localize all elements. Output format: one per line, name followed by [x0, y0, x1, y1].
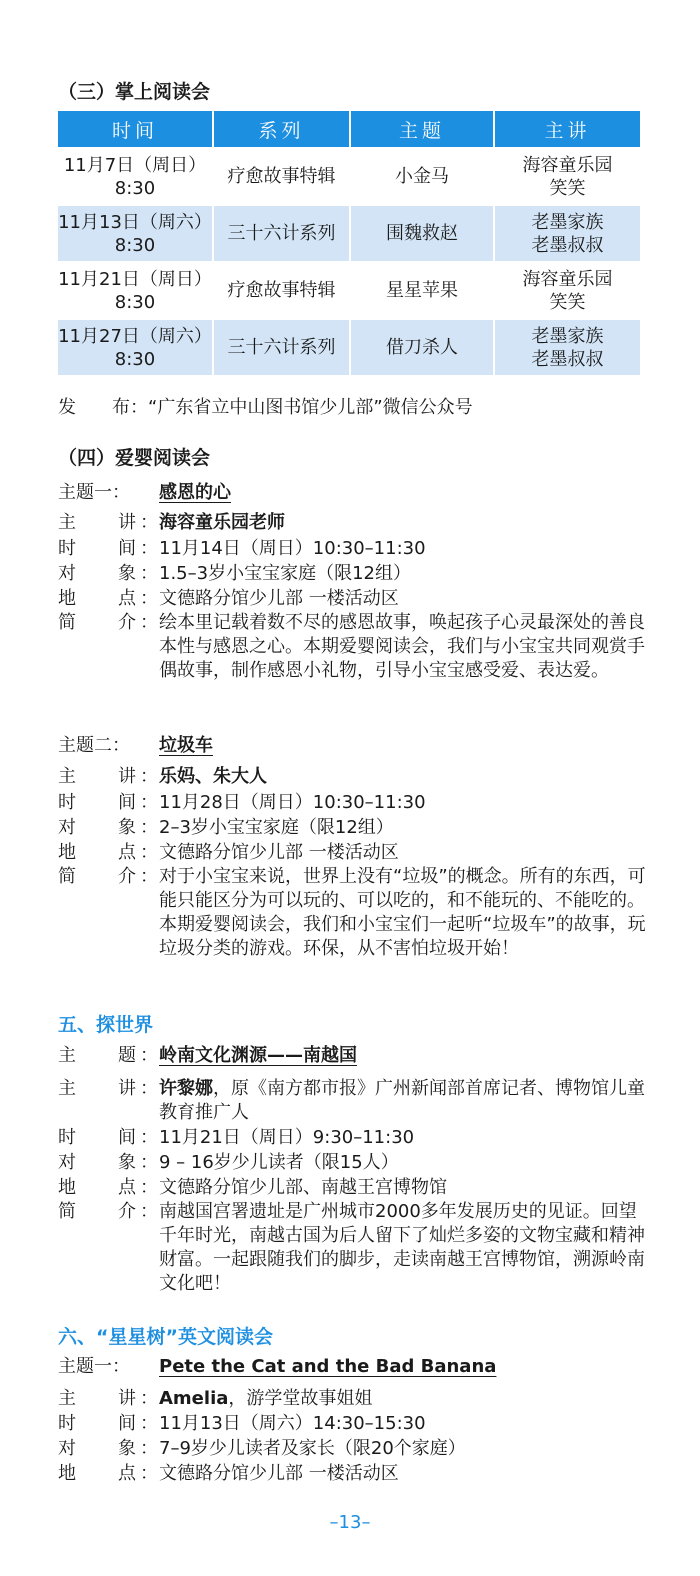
- s6-time: 11月13日（周六）14:30–15:30: [159, 1413, 426, 1434]
- table-row: [58, 320, 640, 375]
- cell-time: 11月27日（周六） 8:30: [58, 320, 212, 375]
- s4-t2-place: 文德路分馆少儿部 一楼活动区: [159, 842, 399, 863]
- s5-intro: 南越国宫署遗址是广州城市2000多年发展历史的见证。回望千年时光，南越古国为后人留下了灿烂多姿的文物宝藏和精神财富。一起跟随我们的脚步，走读南越王宫博物馆，溯源岭南文化吧！: [159, 1201, 645, 1294]
- schedule-table: [56, 109, 642, 377]
- s4-t2-title: 垃圾车: [159, 735, 213, 756]
- s4-t1-title: 感恩的心: [159, 482, 231, 503]
- cell-time: 11月21日（周日） 8:30: [58, 263, 212, 318]
- cell-speaker: 海容童乐园 笑笑: [495, 149, 640, 204]
- table-row: [58, 263, 640, 318]
- cell-series: 疗愈故事特辑: [214, 263, 349, 318]
- label: 主题一：: [58, 482, 130, 503]
- section-6-heading: 六、“星星树”英文阅读会: [58, 1326, 273, 1348]
- col-header-speaker: 主讲: [495, 111, 640, 147]
- s4-t2-audience: 2–3岁小宝宝家庭（限12组）: [159, 817, 394, 838]
- cell-speaker: 老墨家族 老墨叔叔: [495, 206, 640, 261]
- s6-speaker: Amelia，游学堂故事姐姐: [159, 1388, 373, 1409]
- s4-t1-time: 11月14日（周日）10:30–11:30: [159, 538, 426, 559]
- cell-series: 三十六计系列: [214, 320, 349, 375]
- label: 主题一：: [58, 1356, 130, 1377]
- col-header-topic: 主题: [351, 111, 493, 147]
- cell-series: 三十六计系列: [214, 206, 349, 261]
- s5-time: 11月21日（周日）9:30–11:30: [159, 1127, 415, 1148]
- cell-speaker: 海容童乐园 笑笑: [495, 263, 640, 318]
- s4-t2-time: 11月28日（周日）10:30–11:30: [159, 792, 426, 813]
- cell-topic: 借刀杀人: [351, 320, 493, 375]
- s5-audience: 9 – 16岁少儿读者（限15人）: [159, 1152, 399, 1173]
- s5-place: 文德路分馆少儿部、南越王宫博物馆: [159, 1177, 447, 1198]
- section-4-heading: （四）爱婴阅读会: [58, 447, 211, 469]
- page-number: –13–: [329, 1512, 371, 1533]
- table-header-row: [58, 111, 640, 147]
- cell-topic: 小金马: [351, 149, 493, 204]
- s6-audience: 7–9岁少儿读者及家长（限20个家庭）: [159, 1438, 466, 1459]
- col-header-series: 系列: [214, 111, 349, 147]
- s6-title: Pete the Cat and the Bad Banana: [159, 1356, 497, 1377]
- label: 主题二：: [58, 735, 130, 756]
- cell-speaker: 老墨家族 老墨叔叔: [495, 320, 640, 375]
- s4-t2-speaker: 乐妈、朱大人: [159, 766, 267, 787]
- s5-title: 岭南文化渊源——南越国: [159, 1045, 357, 1066]
- cell-time: 11月7日（周日） 8:30: [58, 149, 212, 204]
- cell-time: 11月13日（周六） 8:30: [58, 206, 212, 261]
- s5-speaker: 许黎娜，原《南方都市报》广州新闻部首席记者、博物馆儿童教育推广人: [159, 1078, 645, 1123]
- s4-t2-intro: 对于小宝宝来说，世界上没有“垃圾”的概念。所有的东西，可能只能区分为可以玩的、可以吃的，和不能玩的、不能吃的。本期爱婴阅读会，我们和小宝宝们一起听“垃圾车”的故事，玩垃圾分类的游戏。环保，从不害怕垃圾开始！: [159, 866, 646, 959]
- s4-t1-speaker: 海容童乐园老师: [159, 512, 285, 533]
- s4-t1-audience: 1.5–3岁小宝宝家庭（限12组）: [159, 563, 411, 584]
- publish-line: 发 布：“广东省立中山图书馆少儿部”微信公众号: [58, 397, 473, 418]
- col-header-time: 时间: [58, 111, 212, 147]
- s4-t1-place: 文德路分馆少儿部 一楼活动区: [159, 588, 399, 609]
- section-3-heading: （三）掌上阅读会: [58, 81, 211, 103]
- cell-topic: 围魏救赵: [351, 206, 493, 261]
- cell-topic: 星星苹果: [351, 263, 493, 318]
- section-5-heading: 五、探世界: [58, 1014, 154, 1036]
- page: （三）掌上阅读会 时间 系列 主题 主讲 11月7日（周日） 8:30 疗愈故事特辑 小金马 海容童乐园 笑笑 11月13日（周六） 8:30 三十六计系列 围魏救赵 老墨家族 老墨叔叔 11月21日（周日） 8:30 疗愈故事特辑 星星苹果 海容童乐园 笑笑 11月27日（周六） 8:30 三十六计系列 借刀杀人 老墨家族 老墨叔叔 发 布：“广东省立中山图书馆少儿部”微信公众号 （四）爱婴阅读会 主题一： 感恩的心 主 讲 ： 海容童乐园老师 时 间 ： 11月14日（周日）10:30–11:30 对 象 ： 1.5–3岁小宝宝家庭（限12组） 地 点 ： 文德路分馆少儿部 一楼活动区 简 介 ： 绘本里记载着数不尽的感恩故事，唤起孩子心灵最深处的善良本性与感恩之心。本期爱婴阅读会，我们与小宝宝共同观赏手偶故事，制作感恩小礼物，引导小宝宝感受爱、表达爱。 主题二： 垃圾车 主 讲 ： 乐妈、朱大人 时 间 ： 11月28日（周日）10:30–11:30 对 象 ： 2–3岁小宝宝家庭（限12组） 地 点 ： 文德路分馆少儿部 一楼活动区 简 介 ： 对于小宝宝来说，世界上没有“垃圾”的概念。所有的东西，可能只能区分为可以玩的、可以吃的，和不能玩的、不能吃的。本期爱婴阅读会，我们和小宝宝们一起听“垃圾车”的故事，玩垃圾分类的游戏。环保，从不害怕垃圾开始！ 五、探世界 主 题 ： 岭南文化渊源——南越国 主 讲 ： 许黎娜，原《南方都市报》广州新闻部首席记者、博物馆儿童教育推广人 时 间 ： 11月21日（周日）9:30–11:30 对 象 ： 9 – 16岁少儿读者（限15人） 地 点 ： 文德路分馆少儿部、南越王宫博物馆 简 介 ： 南越国宫署遗址是广州城市2000多年发展历史的见证。回望千年时光，南越古国为后人留下了灿烂多姿的文物宝藏和精神财富。一起跟随我们的脚步，走读南越王宫博物馆，溯源岭南文化吧！ 六、“星星树”英文阅读会 主题一： Pete the Cat and the Bad Banana 主 讲 ： Amelia，游学堂故事姐姐 时 间 ： 11月13日（周六）14:30–15:30 对 象 ： 7–9岁少儿读者及家长（限20个家庭） 地 点 ： 文德路分馆少儿部 一楼活动区 –13–: [0, 0, 700, 1576]
- table-row: [58, 206, 640, 261]
- s6-place: 文德路分馆少儿部 一楼活动区: [159, 1463, 399, 1484]
- s4-t1-intro: 绘本里记载着数不尽的感恩故事，唤起孩子心灵最深处的善良本性与感恩之心。本期爱婴阅读会，我们与小宝宝共同观赏手偶故事，制作感恩小礼物，引导小宝宝感受爱、表达爱。: [159, 612, 645, 681]
- table-row: [58, 149, 640, 204]
- cell-series: 疗愈故事特辑: [214, 149, 349, 204]
